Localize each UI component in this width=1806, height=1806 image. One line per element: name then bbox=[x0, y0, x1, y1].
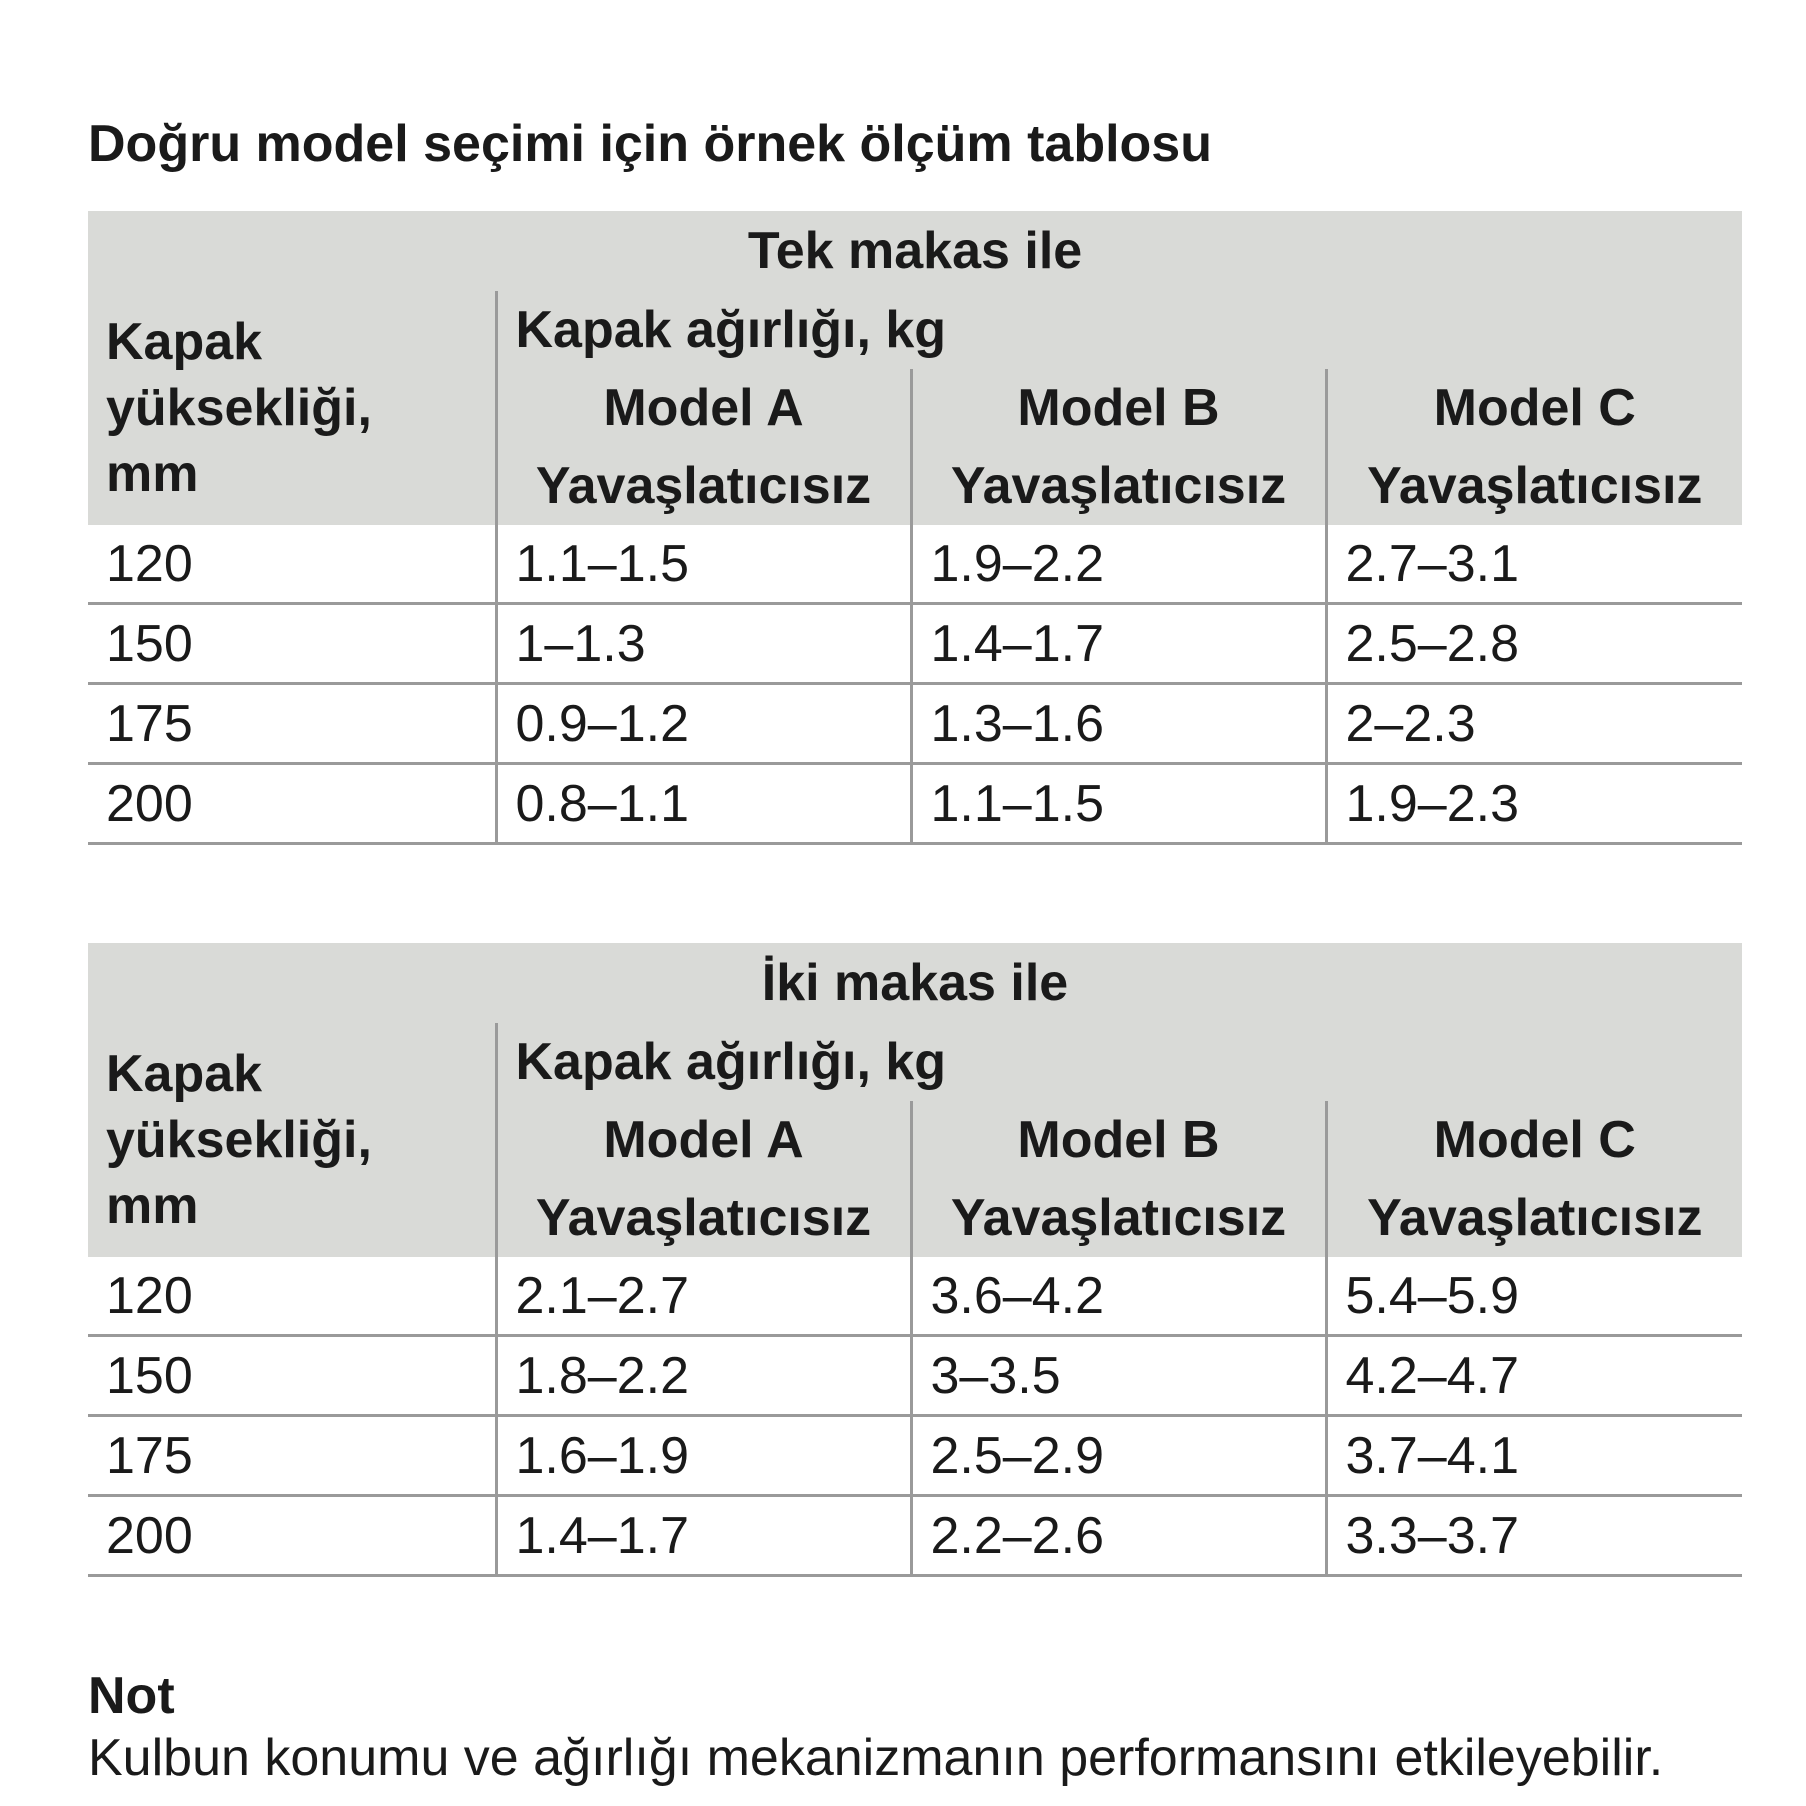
height-header-line: mm bbox=[106, 445, 199, 503]
height-header-line: Kapak bbox=[106, 313, 263, 371]
model-a-cell: 0.9–1.2 bbox=[496, 684, 911, 764]
table-row bbox=[88, 1257, 1742, 1336]
variant-header: Yavaşlatıcısız bbox=[496, 1179, 911, 1257]
height-cell: 175 bbox=[88, 1416, 496, 1496]
model-c-cell: 2–2.3 bbox=[1326, 684, 1742, 764]
model-c-cell: 2.5–2.8 bbox=[1326, 604, 1742, 684]
model-c-header: Model C bbox=[1326, 369, 1742, 447]
weight-column-header: Kapak ağırlığı, kg bbox=[496, 1023, 1742, 1101]
height-cell: 120 bbox=[88, 1257, 496, 1336]
model-b-cell: 3.6–4.2 bbox=[911, 1257, 1326, 1336]
model-c-cell: 5.4–5.9 bbox=[1326, 1257, 1742, 1336]
table-row bbox=[88, 604, 1742, 684]
model-b-cell: 1.1–1.5 bbox=[911, 764, 1326, 844]
height-header-line: yüksekliği, bbox=[106, 379, 372, 437]
table-row bbox=[88, 764, 1742, 844]
model-b-cell: 3–3.5 bbox=[911, 1336, 1326, 1416]
measurement-table-single-hinge bbox=[88, 211, 1742, 845]
table-row bbox=[88, 525, 1742, 604]
model-a-header: Model A bbox=[496, 369, 911, 447]
model-a-header: Model A bbox=[496, 1101, 911, 1179]
model-a-cell: 1.8–2.2 bbox=[496, 1336, 911, 1416]
height-header-line: yüksekliği, bbox=[106, 1111, 372, 1169]
variant-header: Yavaşlatıcısız bbox=[1326, 1179, 1742, 1257]
model-b-cell: 2.5–2.9 bbox=[911, 1416, 1326, 1496]
height-header-line: Kapak bbox=[106, 1045, 263, 1103]
note-section bbox=[88, 1665, 1663, 1790]
weight-column-header: Kapak ağırlığı, kg bbox=[496, 291, 1742, 369]
model-a-cell: 1–1.3 bbox=[496, 604, 911, 684]
table-section-title: Tek makas ile bbox=[88, 211, 1742, 291]
measurement-table-double-hinge bbox=[88, 943, 1742, 1577]
height-column-header bbox=[88, 291, 496, 525]
model-b-cell: 2.2–2.6 bbox=[911, 1496, 1326, 1576]
variant-header: Yavaşlatıcısız bbox=[1326, 447, 1742, 525]
model-b-header: Model B bbox=[911, 1101, 1326, 1179]
variant-header: Yavaşlatıcısız bbox=[911, 1179, 1326, 1257]
height-cell: 175 bbox=[88, 684, 496, 764]
variant-header: Yavaşlatıcısız bbox=[911, 447, 1326, 525]
model-b-header: Model B bbox=[911, 369, 1326, 447]
note-title: Not bbox=[88, 1667, 175, 1725]
table-row bbox=[88, 1336, 1742, 1416]
table-row bbox=[88, 1496, 1742, 1576]
page-title: Doğru model seçimi için örnek ölçüm tablosu bbox=[88, 115, 1212, 173]
model-c-cell: 3.7–4.1 bbox=[1326, 1416, 1742, 1496]
model-a-cell: 0.8–1.1 bbox=[496, 764, 911, 844]
table-row bbox=[88, 1416, 1742, 1496]
model-a-cell: 1.1–1.5 bbox=[496, 525, 911, 604]
model-c-cell: 3.3–3.7 bbox=[1326, 1496, 1742, 1576]
height-column-header bbox=[88, 1023, 496, 1257]
model-b-cell: 1.3–1.6 bbox=[911, 684, 1326, 764]
model-c-cell: 1.9–2.3 bbox=[1326, 764, 1742, 844]
model-a-cell: 2.1–2.7 bbox=[496, 1257, 911, 1336]
height-cell: 120 bbox=[88, 525, 496, 604]
note-text: Kulbun konumu ve ağırlığı mekanizmanın performansını etkileyebilir. bbox=[88, 1729, 1664, 1788]
table-section-title: İki makas ile bbox=[88, 943, 1742, 1023]
model-a-cell: 1.6–1.9 bbox=[496, 1416, 911, 1496]
height-header-line: mm bbox=[106, 1177, 199, 1235]
height-cell: 200 bbox=[88, 764, 496, 844]
model-c-cell: 4.2–4.7 bbox=[1326, 1336, 1742, 1416]
height-cell: 150 bbox=[88, 604, 496, 684]
model-c-cell: 2.7–3.1 bbox=[1326, 525, 1742, 604]
model-c-header: Model C bbox=[1326, 1101, 1742, 1179]
table-row bbox=[88, 684, 1742, 764]
model-b-cell: 1.4–1.7 bbox=[911, 604, 1326, 684]
model-a-cell: 1.4–1.7 bbox=[496, 1496, 911, 1576]
height-cell: 150 bbox=[88, 1336, 496, 1416]
variant-header: Yavaşlatıcısız bbox=[496, 447, 911, 525]
model-b-cell: 1.9–2.2 bbox=[911, 525, 1326, 604]
height-cell: 200 bbox=[88, 1496, 496, 1576]
